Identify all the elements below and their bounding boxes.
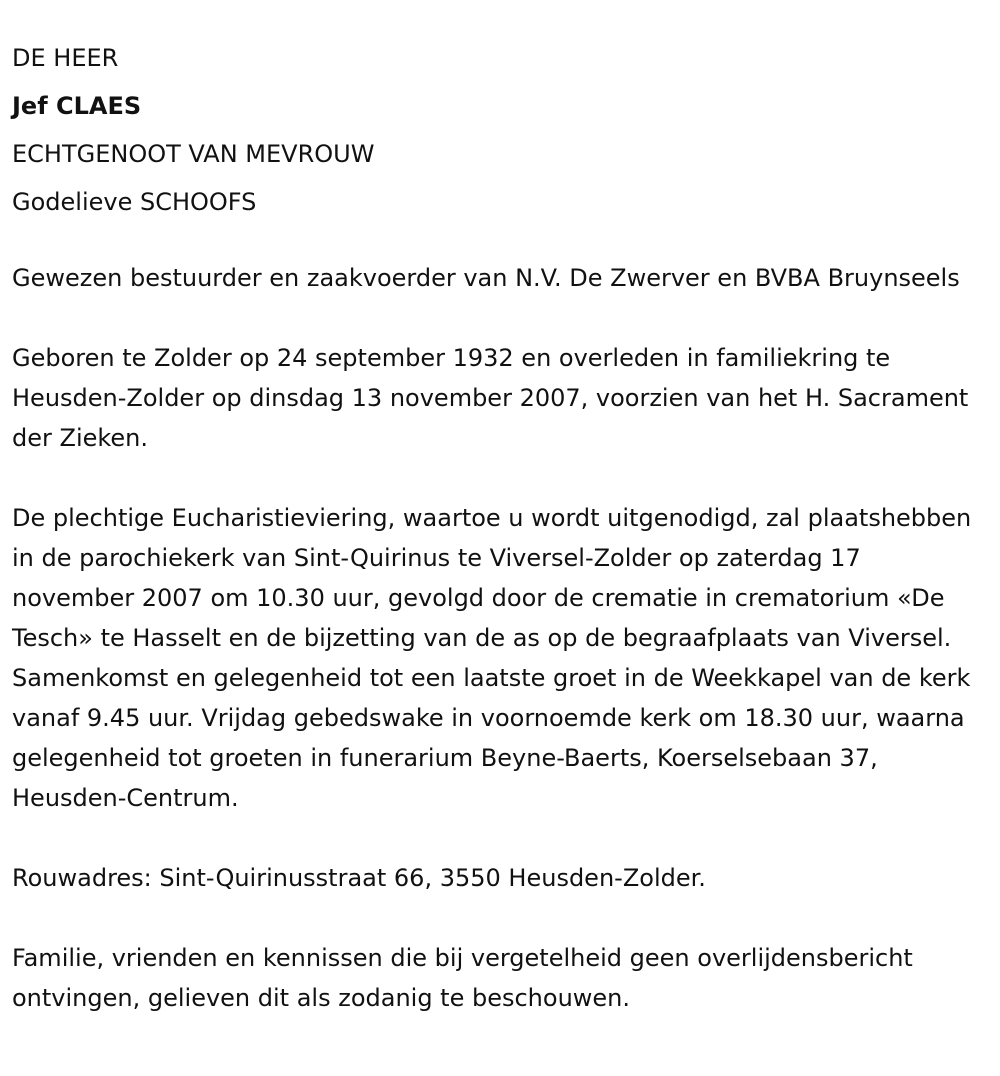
deceased-name: Jef CLAES <box>12 92 142 120</box>
relation-line: ECHTGENOOT VAN MEVROUW <box>12 140 375 168</box>
obituary-header <box>12 34 1000 226</box>
ceremony-paragraph: De plechtige Eucharistieviering, waartoe u wordt uitgenodigd, zal plaatshebben in de parochiekerk van Sint-Quirinus te Viversel-Zolder op zaterdag 17 november 2007 om 10.30 uur, gevolgd door de crematie in crematorium «De Tesch» te Hasselt en de bijzetting van de as op de begraafplaats van Viversel. Samenkomst en gelegenheid tot een laatste groet in de Weekkapel van de kerk vanaf 9.45 uur. Vrijdag gebedswake in voornoemde kerk om 18.30 uur, waarna gelegenheid tot groeten in funerarium Beyne-Baerts, Koerselsebaan 37, Heusden-Centrum. <box>12 504 972 812</box>
spouse-name: Godelieve SCHOOFS <box>12 188 257 216</box>
address-paragraph: Rouwadres: Sint-Quirinusstraat 66, 3550 Heusden-Zolder. <box>12 864 706 892</box>
title-line: DE HEER <box>12 44 119 72</box>
notice-paragraph: Familie, vrienden en kennissen die bij vergetelheid geen overlijdensbericht ontvingen, gelieven dit als zodanig te beschouwen. <box>12 944 913 1012</box>
career-paragraph: Gewezen bestuurder en zaakvoerder van N.V. De Zwerver en BVBA Bruynseels <box>12 264 960 292</box>
birth-death-paragraph: Geboren te Zolder op 24 september 1932 en overleden in familiekring te Heusden-Zolder op dinsdag 13 november 2007, voorzien van het H. Sacrament der Zieken. <box>12 344 969 452</box>
